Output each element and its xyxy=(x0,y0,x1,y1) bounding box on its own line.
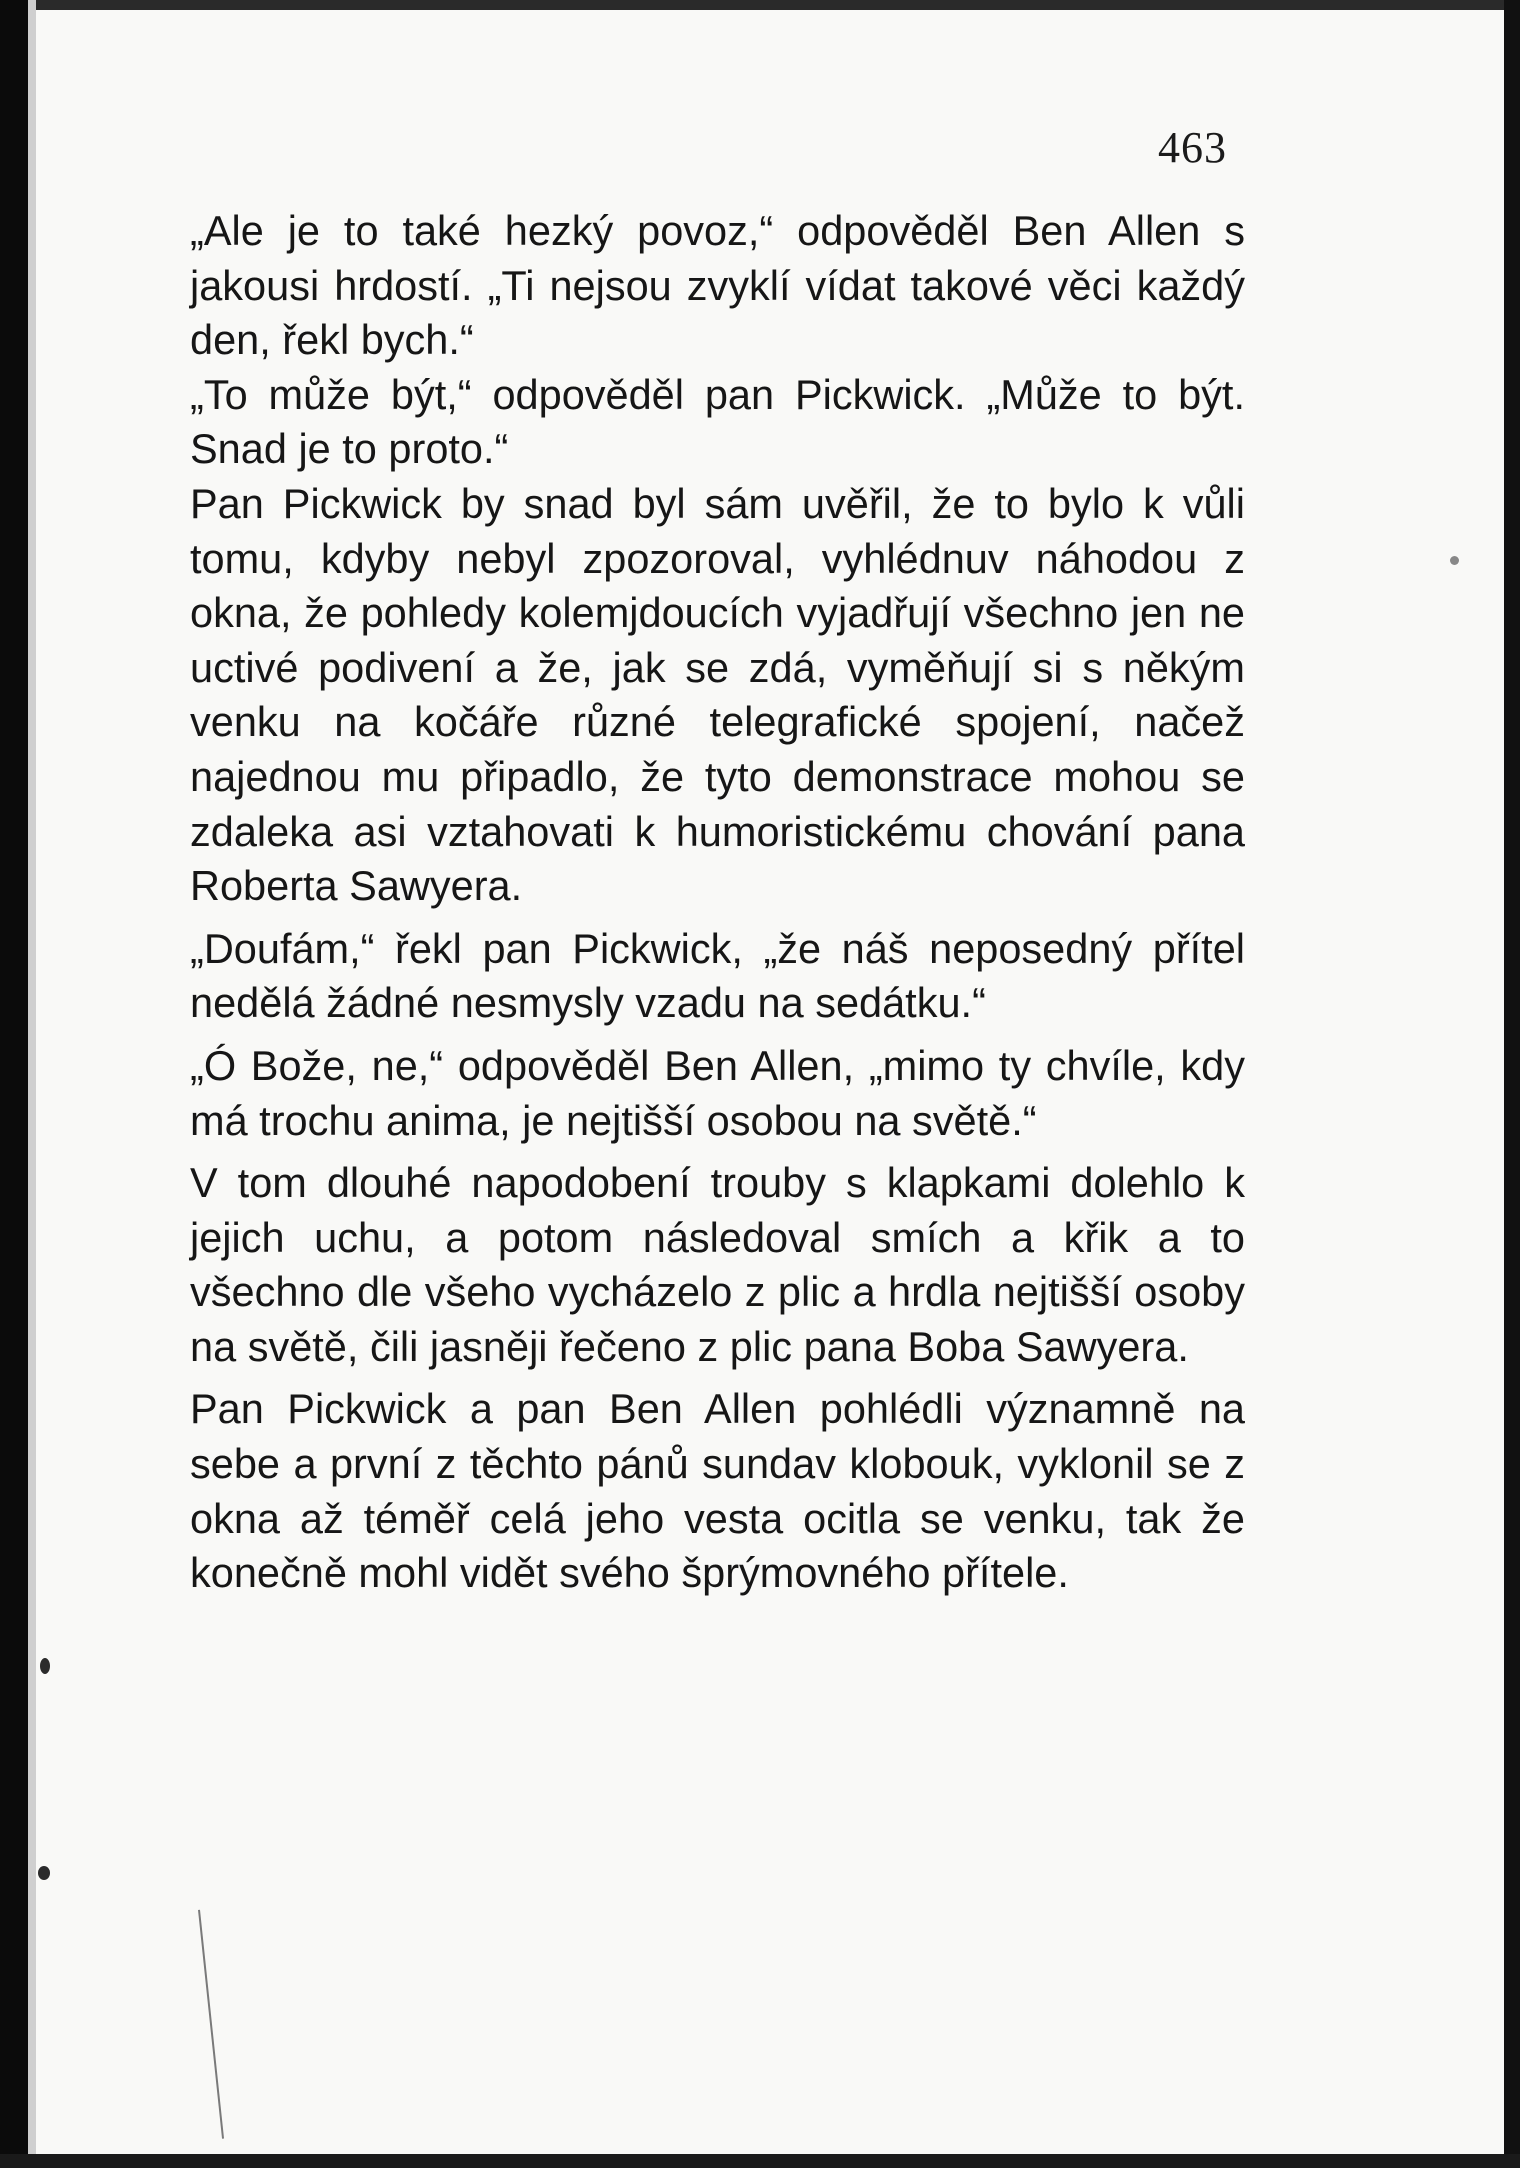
paragraph: „Ale je to také hezký povoz,“ odpověděl Ben Allen s jakousi hrdostí. „Ti nejsou zvyklí vídat takové věci každý den, řekl bych.“ xyxy=(190,207,1245,364)
paragraph: „To může být,“ odpověděl pan Pickwick. „Může to být. Snad je to proto.“ xyxy=(190,370,1245,473)
scan-border-left xyxy=(0,0,28,2168)
paragraph: Pan Pickwick by snad byl sám uvěřil, že to bylo k vůli tomu, kdyby nebyl zpozoroval, vyhlédnuv náhodou z okna, že pohledy kolemjdoucích vyjadřují všechno jen ne uctivé podivení a že, jak se zdá, vyměňují si s někým venku na kočáře různé telegrafické spojení, načež najednou mu připadlo, že tyto demonstrace mohou se zdaleka asi vztahovati k humoristickému chování pana Roberta Sawyera. xyxy=(190,479,1245,910)
scan-border-right xyxy=(1504,0,1520,2168)
scan-border-bottom xyxy=(0,2154,1520,2168)
margin-dot xyxy=(40,1658,50,1674)
margin-dot xyxy=(38,1866,50,1880)
paragraph: Pan Pickwick a pan Ben Allen pohlédli významně na sebe a první z těchto pánů sundav klobouk, vyklonil se z okna až téměř celá jeho vesta ocitla se venku, tak že konečně mohl vidět svého šprýmovného přítele. xyxy=(190,1385,1245,1597)
paragraph: V tom dlouhé napodobení trouby s klapkami dolehlo k jejich uchu, a potom následoval smích a křik a to všechno dle všeho vycházelo z plic a hrdla nejtišší osoby na světě, čili jasněji řečeno z plic pana Boba Sawyera. xyxy=(190,1159,1245,1370)
scan-border-top xyxy=(0,0,1520,10)
paragraph: „Doufám,“ řekl pan Pickwick, „že náš neposedný přítel nedělá žádné nesmysly vzadu na sedátku.“ xyxy=(190,924,1245,1027)
page-number: 463 xyxy=(1158,123,1227,172)
margin-stroke xyxy=(198,1910,224,2139)
margin-dot xyxy=(1450,556,1459,565)
scan-binding-shadow xyxy=(28,0,36,2168)
paragraph: „Ó Bože, ne,“ odpověděl Ben Allen, „mimo ty chvíle, kdy má trochu anima, je nejtišší osobou na světě.“ xyxy=(190,1041,1245,1144)
body-text xyxy=(190,204,1245,1601)
